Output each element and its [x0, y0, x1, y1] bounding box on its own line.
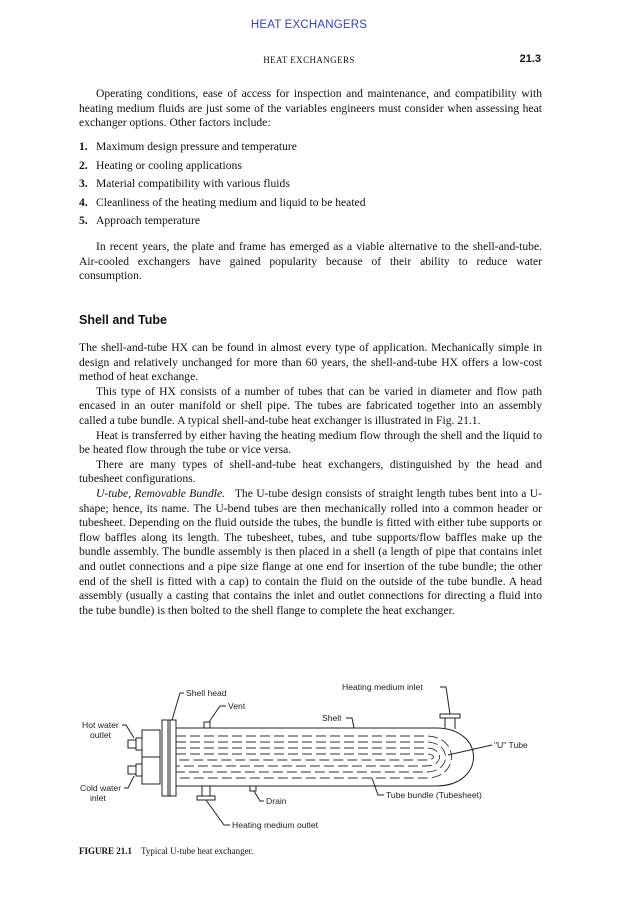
u-tube: [176, 742, 446, 772]
label-cold-water-2: inlet: [90, 793, 106, 803]
list-item-number: 1.: [79, 140, 88, 153]
u-tube-term: U-tube, Removable Bundle.: [96, 486, 226, 500]
paragraph-4: There are many types of shell-and-tube heat exchangers, distinguished by the head and tubesheet configurations.: [79, 457, 542, 486]
u-tube: [176, 748, 440, 766]
list-item-text: Heating or cooling applications: [96, 158, 242, 172]
list-item-text: Approach temperature: [96, 214, 200, 228]
list-item-number: 2.: [79, 158, 88, 172]
recent-text: In recent years, the plate and frame has emerged as a viable alternative to the shell-and-tube. Air-cooled exchangers have gained popularity because of their ability to reduce water consumption.: [79, 240, 542, 283]
label-vent: Vent: [228, 701, 246, 711]
intro-text: Operating conditions, ease of access for inspection and maintenance, and compatibility with heating medium fluids are just some of the variables engineers must consider when assessing heat exchanger options. Other factors include:: [79, 87, 542, 130]
caption-label: FIGURE 21.1: [79, 846, 133, 856]
caption-text: Typical U-tube heat exchanger.: [141, 846, 254, 856]
list-item-text: Maximum design pressure and temperature: [96, 140, 297, 153]
list-item-text: Material compatibility with various fluids: [96, 177, 290, 191]
list-item-text: Cleanliness of the heating medium and liquid to be heated: [96, 195, 366, 209]
label-tube-bundle: Tube bundle (Tubesheet): [386, 790, 482, 800]
page-number: 21.3: [519, 53, 541, 65]
heating-outlet-nozzle: [197, 786, 215, 800]
shell-head-flange: [162, 720, 168, 796]
intro-paragraph: [79, 87, 542, 131]
vent-nozzle: [204, 722, 210, 728]
label-u-tube: "U" Tube: [494, 740, 528, 750]
heat-exchanger-diagram: [76, 676, 556, 838]
shell-tube-body: [79, 341, 542, 618]
paragraph-3: Heat is transferred by either having the heating medium flow through the shell and the liquid to be heated flow through the tube or vice versa.: [79, 428, 542, 457]
u-tube-inner: [176, 754, 434, 760]
figure-caption: [79, 846, 253, 856]
running-head: HEAT EXCHANGERS: [263, 55, 355, 65]
label-hot-water-2: outlet: [90, 730, 112, 740]
recent-paragraph: [79, 240, 542, 284]
label-hot-water-1: Hot water: [82, 720, 119, 730]
list-item-number: 4.: [79, 195, 88, 209]
list-item: [79, 194, 542, 213]
paragraph-5-text: The U-tube design consists of straight length tubes bent into a U-shape; hence, its name. The U-bend tubes are then mechanically rolled into a common header or tubesheet. Depending on the fluid outside the tubes, the bundle is fitted with either tube supports or flow baffles along its length. The tubesheet, tubes, and tube supports/flow baffles make up the bundle assembly. The bundle assembly is then placed in a shell (a length of pipe that contains inlet and outlet connections and a pipe size flange at one end for insertion of the tube bundle; the other end of the shell is fitted with a cap) to contain the fluid on the outside of the tube bundle. A head assembly (usually a casting that contains the inlet and outlet connections for directing a fluid into the tube bundle) is then bolted to the shell flange to complete the heat exchanger.: [79, 486, 542, 617]
hot-water-outlet-nozzle: [128, 738, 142, 750]
list-item: [79, 157, 542, 176]
list-item: [79, 175, 542, 194]
figure-u-tube-heat-exchanger: [76, 676, 556, 838]
label-heating-outlet: Heating medium outlet: [232, 820, 318, 830]
label-shell: Shell: [322, 713, 342, 723]
label-heating-inlet: Heating medium inlet: [342, 682, 423, 692]
factors-list: [79, 138, 542, 231]
heating-inlet-nozzle: [440, 714, 460, 729]
list-item: [79, 212, 542, 231]
section-title: Shell and Tube: [79, 313, 167, 327]
label-drain: Drain: [266, 796, 287, 806]
list-item-number: 3.: [79, 177, 88, 191]
label-cold-water-1: Cold water: [80, 783, 122, 793]
drain-nozzle: [250, 786, 256, 791]
banner-header: HEAT EXCHANGERS: [250, 19, 368, 31]
paragraph-5: [79, 487, 542, 618]
cold-water-inlet-nozzle: [128, 764, 142, 776]
list-item-number: 5.: [79, 214, 88, 228]
paragraph-2: This type of HX consists of a number of tubes that can be varied in diameter and flow path encased in an outer manifold or shell pipe. The tubes are fabricated together into an assembly called a tube bundle. A typical shell-and-tube heat exchanger is illustrated in Fig. 21.1.: [79, 384, 542, 427]
shell-body: [176, 728, 474, 786]
tubesheet-flange: [170, 720, 176, 796]
paragraph-1: The shell-and-tube HX can be found in almost every type of application. Mechanically simple in design and relatively unchanged for more than 60 years, the shell-and-tube HX offers a low-cost method of heat exchange.: [79, 341, 542, 384]
list-item: [79, 138, 542, 157]
label-shell-head: Shell head: [186, 688, 227, 698]
